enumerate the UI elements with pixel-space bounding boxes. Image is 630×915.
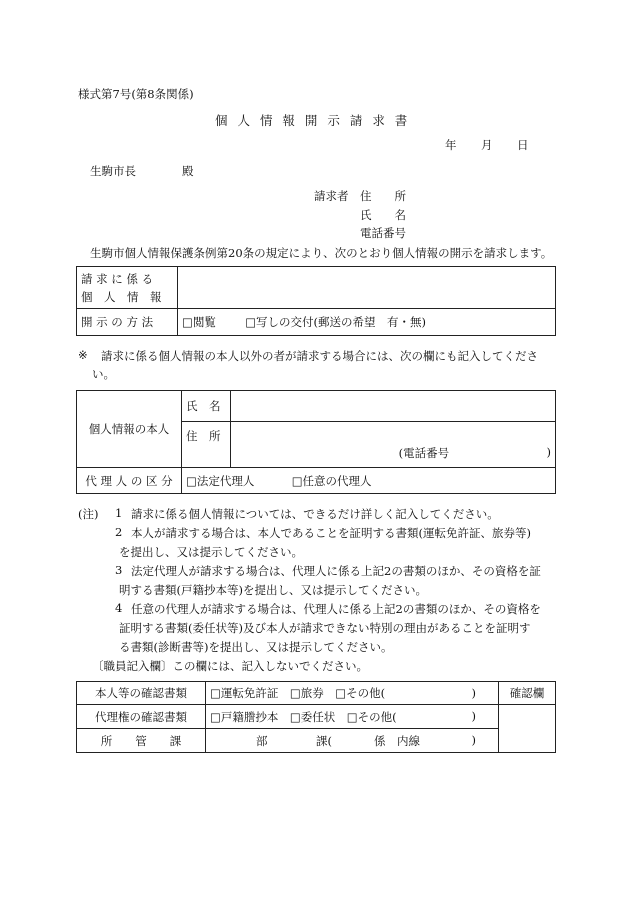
staff-table [76, 681, 556, 753]
request-table [76, 266, 556, 336]
note-3-text-cont: 明する書類(戸籍抄本等)を提出し、又は提示してください。 [119, 583, 427, 597]
principal-phone-label: (電話番号 [398, 446, 450, 460]
department-ka: 課( [316, 734, 332, 748]
requester-address-label: 住 所 [360, 189, 406, 203]
notice-mark: ※ [78, 348, 88, 362]
principal-name-field[interactable] [231, 391, 556, 422]
request-info-label-line1: 請 求 に 係 る [81, 271, 154, 286]
department-bu: 部 [256, 734, 268, 748]
form-number: 様式第7号(第8条関係) [78, 87, 194, 101]
disclosure-method-options [178, 309, 556, 336]
principal-address-field[interactable] [231, 422, 556, 468]
request-info-label [77, 267, 178, 309]
identity-docs-checkboxes[interactable]: □運転免許証 □旅券 □その他( [210, 686, 386, 700]
agency-docs-close: ) [471, 709, 476, 723]
note-2-text-cont: を提出し、又は提示してください。 [119, 545, 303, 559]
request-info-label-line2: 個 人 情 報 [81, 289, 162, 304]
option-view[interactable]: □閲覧 [182, 315, 216, 329]
department-label: 所 管 課 [77, 729, 206, 753]
identity-docs-close: ) [471, 686, 476, 700]
agent-type-label: 代 理 人 の 区 分 [77, 468, 182, 494]
department-close: ) [471, 733, 476, 747]
confirm-field[interactable] [499, 705, 556, 753]
option-voluntary-agent[interactable]: □任意の代理人 [291, 473, 372, 488]
requester-name-label: 氏 名 [360, 208, 406, 222]
note-1-text: 請求に係る個人情報については、できるだけ詳しく記入してください。 [131, 507, 499, 521]
request-info-field[interactable] [178, 267, 556, 309]
date-year-label: 年 [445, 138, 457, 152]
note-3-num: 3 [115, 563, 123, 577]
agent-type-options [182, 468, 556, 494]
notice-text-continued: い。 [92, 367, 115, 381]
agency-docs-options [206, 705, 499, 729]
agency-docs-label: 代理権の確認書類 [77, 705, 206, 729]
principal-name-label: 氏 名 [182, 391, 231, 422]
note-4-text-cont2: る書類(診断書等)を提出し、又は提示してください。 [119, 640, 393, 654]
department-field[interactable] [206, 729, 499, 753]
note-4-num: 4 [115, 601, 123, 615]
intro-text: 生駒市個人情報保護条例第20条の規定により、次のとおり個人情報の開示を請求します。 [90, 246, 553, 260]
addressee-honorific: 殿 [182, 164, 194, 178]
note-3-text: 法定代理人が請求する場合は、代理人に係る上記2の書類のほか、その資格を証 [131, 564, 541, 578]
principal-table [76, 390, 556, 494]
note-4-text: 任意の代理人が請求する場合は、代理人に係る上記2の書類のほか、その資格を [131, 602, 541, 616]
date-month-label: 月 [481, 138, 493, 152]
requester-phone-label: 電話番号 [360, 226, 406, 240]
note-2-num: 2 [115, 525, 123, 539]
requester-label: 請求者 [314, 189, 349, 203]
identity-docs-label: 本人等の確認書類 [77, 682, 206, 705]
option-legal-agent[interactable]: □法定代理人 [186, 473, 255, 488]
principal-address-label: 住 所 [182, 422, 231, 468]
confirm-label: 確認欄 [499, 682, 556, 705]
disclosure-method-label: 開 示 の 方 法 [77, 309, 178, 336]
option-copy[interactable]: □写しの交付(郵送の希望 有・無) [245, 315, 427, 329]
department-staff: 係 内線 [374, 734, 420, 748]
agency-docs-checkboxes[interactable]: □戸籍謄抄本 □委任状 □その他( [210, 709, 397, 724]
principal-phone-close: ) [546, 445, 551, 459]
principal-label: 個人情報の本人 [77, 391, 182, 468]
addressee-name: 生駒市長 [90, 164, 136, 178]
staff-note: 〔職員記入欄〕この欄には、記入しないでください。 [92, 659, 368, 673]
date-day-label: 日 [517, 138, 529, 152]
document-title: 個 人 情 報 開 示 請 求 書 [215, 113, 411, 128]
notes-head: (注) [78, 507, 99, 521]
note-1-num: 1 [115, 506, 123, 520]
note-2-text: 本人が請求する場合は、本人であることを証明する書類(運転免許証、旅券等) [131, 526, 531, 540]
note-4-text-cont: 証明する書類(委任状等)及び本人が請求できない特別の理由があることを証明す [119, 621, 531, 635]
notice-text: 請求に係る個人情報の本人以外の者が請求する場合には、次の欄にも記入してくださ [101, 349, 538, 363]
identity-docs-options [206, 682, 499, 705]
